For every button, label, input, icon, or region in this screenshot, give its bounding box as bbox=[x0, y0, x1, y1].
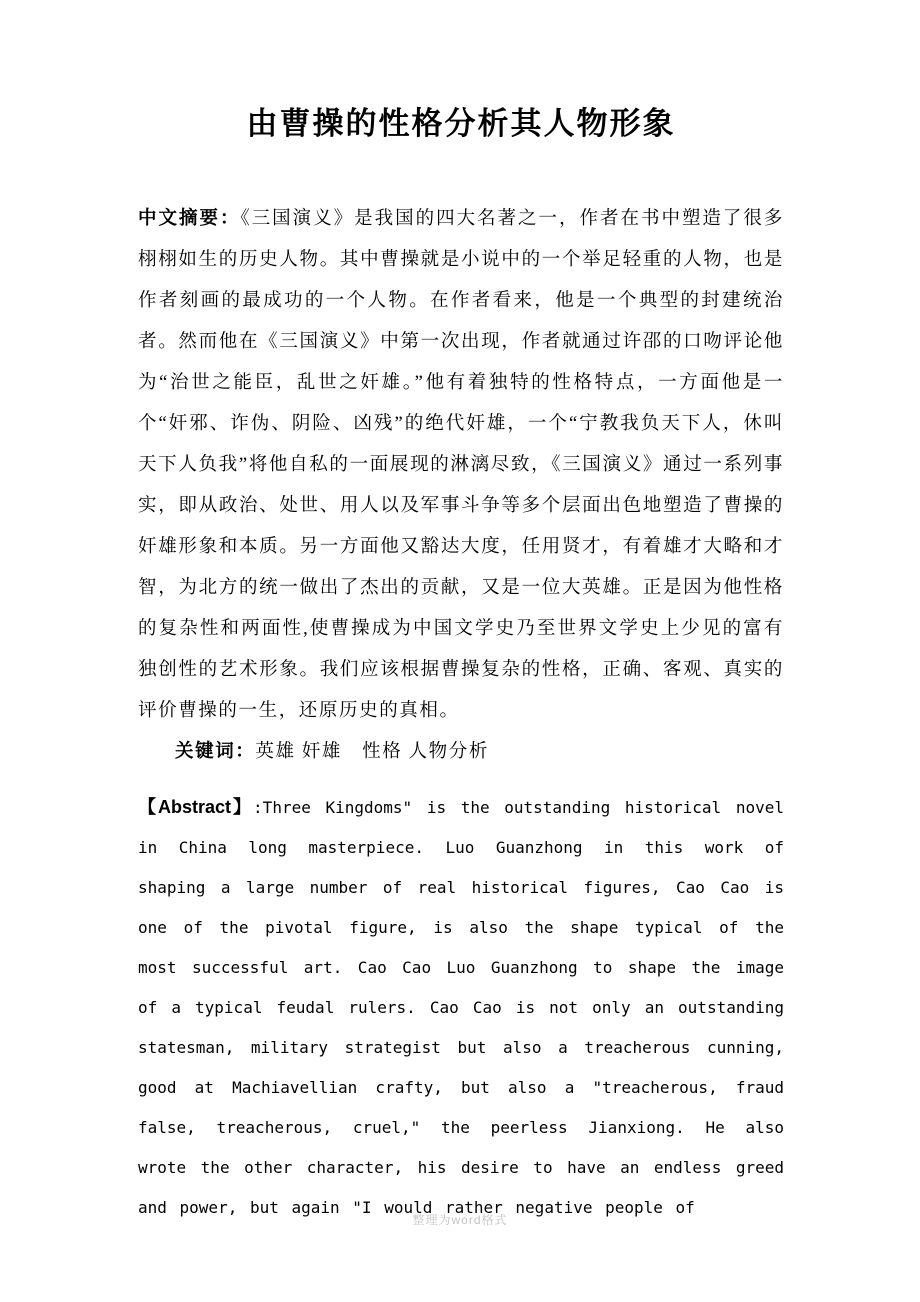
keywords-line bbox=[138, 732, 784, 773]
keywords-label: 关键词： bbox=[175, 742, 256, 762]
chinese-abstract-paragraph bbox=[138, 199, 784, 732]
footer-watermark: 整理为word格式 bbox=[412, 1213, 508, 1227]
keywords-text: 英雄 奸雄 性格 人物分析 bbox=[255, 742, 489, 762]
english-abstract-text: :Three Kingdoms" is the outstanding historical novel in China long masterpiece. Luo Guanzhong in this work of shaping a large number of real historical figures, Cao Cao is one of the pivotal figure, is also the shape typical of the most successful art. Cao Cao Luo Guanzhong to shape the image of a typical feudal rulers. Cao Cao is not only an outstanding statesman, military strategist but also a treacherous cunning, good at Machiavellian crafty, but also a "treacherous, fraud false, treacherous, cruel," the peerless Jianxiong. He also wrote the other character, his desire to have an endless greed and power, but again "I would rather negative people of bbox=[138, 798, 784, 1217]
chinese-abstract-text: 《三国演义》是我国的四大名著之一，作者在书中塑造了很多栩栩如生的历史人物。其中曹操就是小说中的一个举足轻重的人物，也是作者刻画的最成功的一个人物。在作者看来，他是一个典型的封建统治者。然而他在《三国演义》中第一次出现，作者就通过许邵的口吻评论他为“治世之能臣，乱世之奸雄。”他有着独特的性格特点，一方面他是一个“奸邪、诈伪、阴险、凶残”的绝代奸雄，一个“宁教我负天下人，休叫天下人负我”将他自私的一面展现的淋漓尽致，《三国演义》通过一系列事实，即从政治、处世、用人以及军事斗争等多个层面出色地塑造了曹操的奸雄形象和本质。另一方面他又豁达大度，任用贤才，有着雄才大略和才智，为北方的统一做出了杰出的贡献，又是一位大英雄。正是因为他性格的复杂性和两面性,使曹操成为中国文学史乃至世界文学史上少见的富有独创性的艺术形象。我们应该根据曹操复杂的性格，正确、客观、真实的评价曹操的一生，还原历史的真相。 bbox=[138, 209, 784, 721]
english-abstract-paragraph bbox=[138, 787, 784, 1228]
document-title: 由曹操的性格分析其人物形象 bbox=[246, 106, 676, 141]
chinese-abstract-label: 中文摘要： bbox=[138, 209, 241, 229]
english-abstract-label: 【Abstract】 bbox=[138, 797, 254, 817]
